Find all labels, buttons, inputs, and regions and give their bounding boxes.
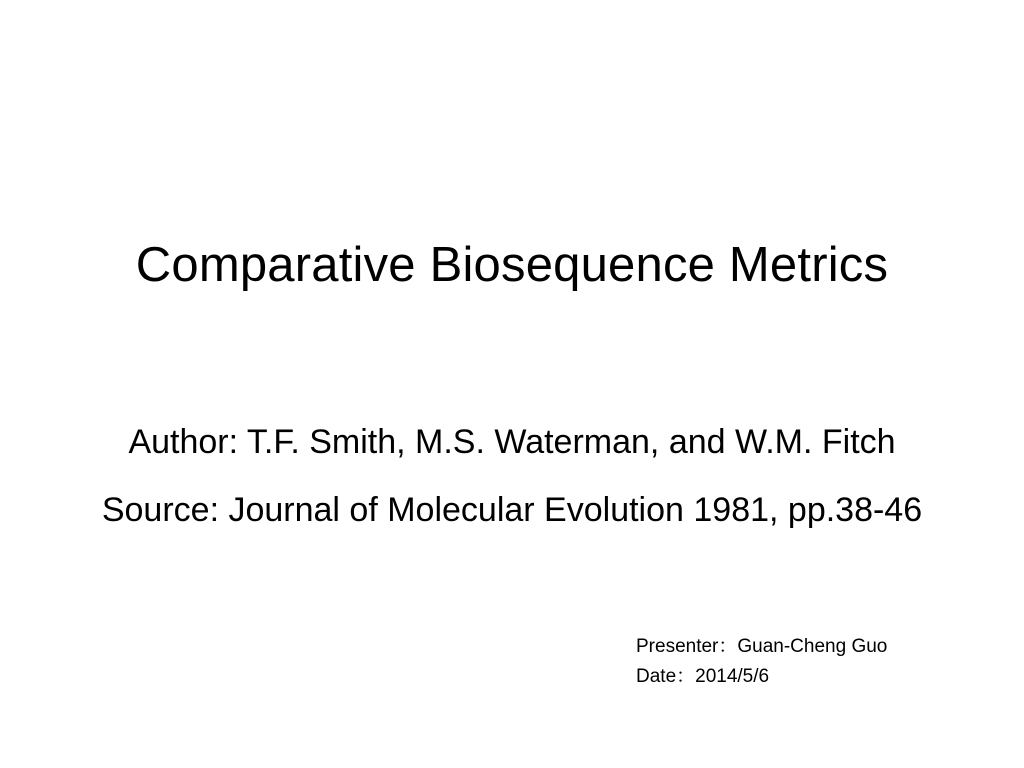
- presenter-info: [636, 632, 887, 692]
- subtitle-block: [22, 416, 1002, 536]
- date-line: Date：2014/5/6: [636, 666, 770, 687]
- slide-title: Comparative Biosequence Metrics: [135, 238, 889, 292]
- author-line: Author: T.F. Smith, M.S. Waterman, and W.M. Fitch: [128, 423, 896, 461]
- presenter-line: Presenter：Guan-Cheng Guo: [636, 636, 888, 657]
- source-line: Source: Journal of Molecular Evolution 1981, pp.38-46: [101, 491, 923, 529]
